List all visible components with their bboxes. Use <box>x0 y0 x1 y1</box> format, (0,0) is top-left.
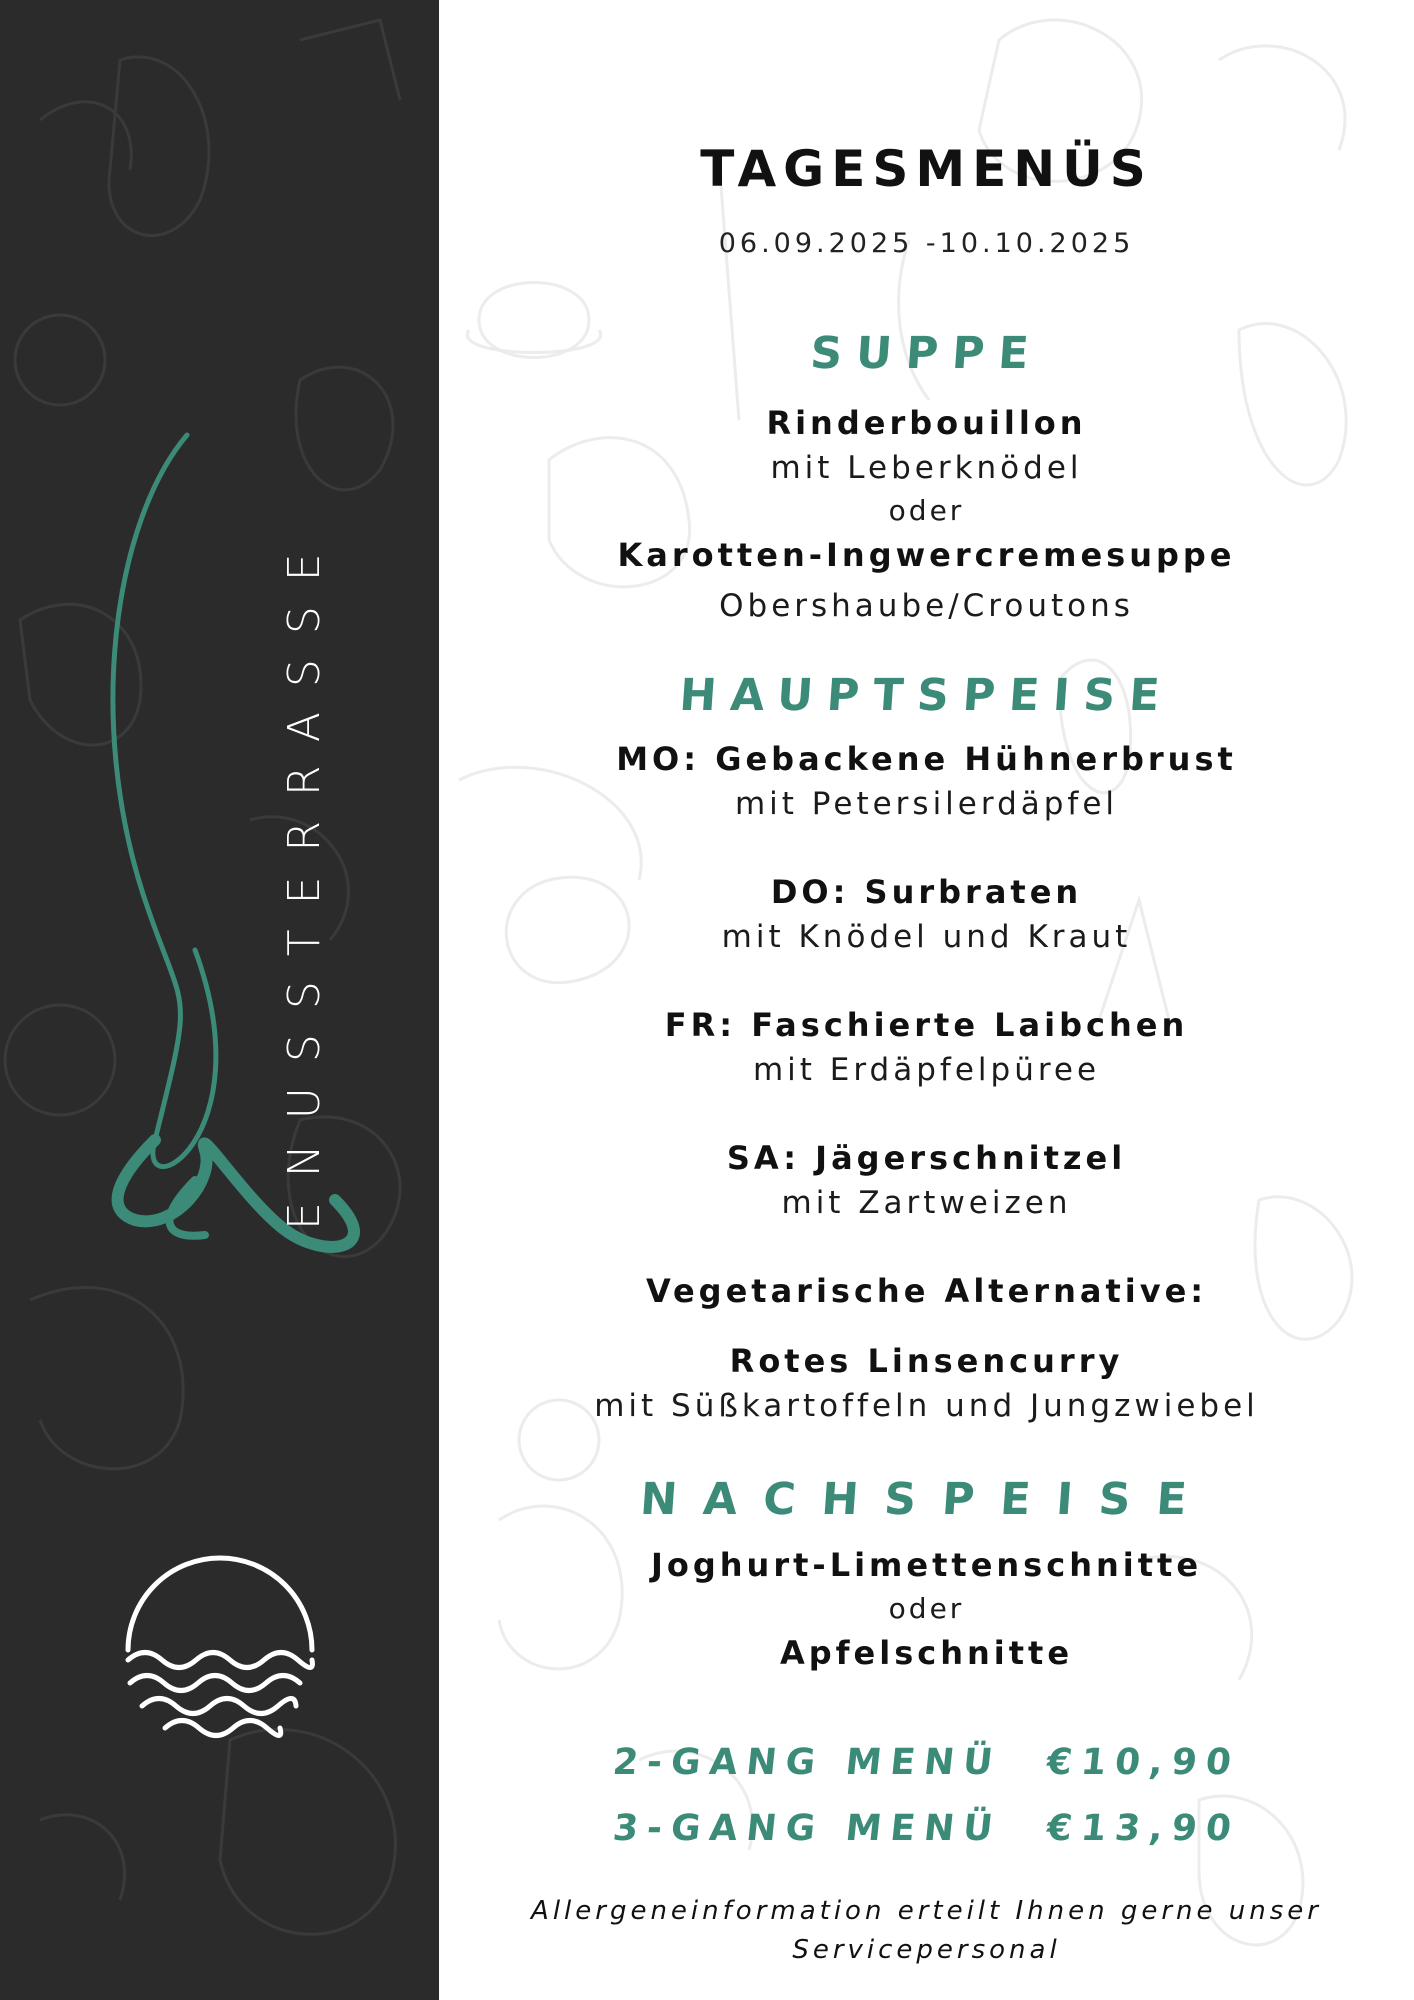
main-dish-name: FR: Faschierte Laibchen <box>664 1006 1189 1044</box>
main-dish-desc: mit Knödel und Kraut <box>721 919 1132 955</box>
price-label: 3-GANG MENÜ <box>610 1808 1004 1849</box>
section-heading-soup: SUPPE <box>808 328 1045 379</box>
vegetarian-label: Vegetarische Alternative: <box>645 1272 1208 1310</box>
brand-wordmark: ENUSSTERRASSE <box>279 528 330 1230</box>
main-dish-name: MO: Gebackene Hühnerbrust <box>616 740 1237 778</box>
vegetarian-dish-name: Rotes Linsencurry <box>729 1342 1124 1380</box>
main-dish-desc: mit Petersilerdäpfel <box>734 786 1119 822</box>
section-heading-main: HAUPTSPEISE <box>677 670 1176 721</box>
brand-script-g-logo <box>95 420 395 1340</box>
dessert-option-name: Joghurt-Limettenschnitte <box>650 1546 1203 1584</box>
or-label: oder <box>888 494 965 527</box>
page-title: TAGESMENÜS <box>700 140 1153 198</box>
price-value: €10,90 <box>1044 1742 1243 1783</box>
main-dish-desc: mit Zartweizen <box>781 1185 1072 1221</box>
brand-sidebar <box>0 0 439 2000</box>
main-dish-desc: mit Erdäpfelpüree <box>752 1052 1101 1088</box>
menu-panel <box>439 0 1414 2000</box>
section-heading-dessert: NACHSPEISE <box>638 1474 1215 1525</box>
soup-option-name: Karotten-Ingwercremesuppe <box>617 536 1236 574</box>
date-range: 06.09.2025 -10.10.2025 <box>718 228 1135 259</box>
soup-option-desc: mit Leberknödel <box>770 450 1083 486</box>
food-doodle-background <box>439 0 1414 2000</box>
or-label: oder <box>888 1592 965 1625</box>
dessert-option-name: Apfelschnitte <box>779 1634 1074 1672</box>
main-dish-name: SA: Jägerschnitzel <box>726 1139 1127 1177</box>
price-value: €13,90 <box>1044 1808 1243 1849</box>
sun-over-waves-icon <box>120 1550 320 1750</box>
price-row-3-course <box>439 1808 1414 1849</box>
main-dish-name: DO: Surbraten <box>770 873 1083 911</box>
vegetarian-dish-desc: mit Süßkartoffeln und Jungzwiebel <box>594 1388 1259 1424</box>
price-row-2-course <box>439 1742 1414 1783</box>
allergen-note: Allergeneinformation erteilt Ihnen gerne unser Servicepersonal <box>531 1896 1322 1965</box>
soup-option-desc: Obershaube/Croutons <box>719 588 1134 624</box>
price-label: 2-GANG MENÜ <box>610 1742 1004 1783</box>
soup-option-name: Rinderbouillon <box>766 404 1087 442</box>
